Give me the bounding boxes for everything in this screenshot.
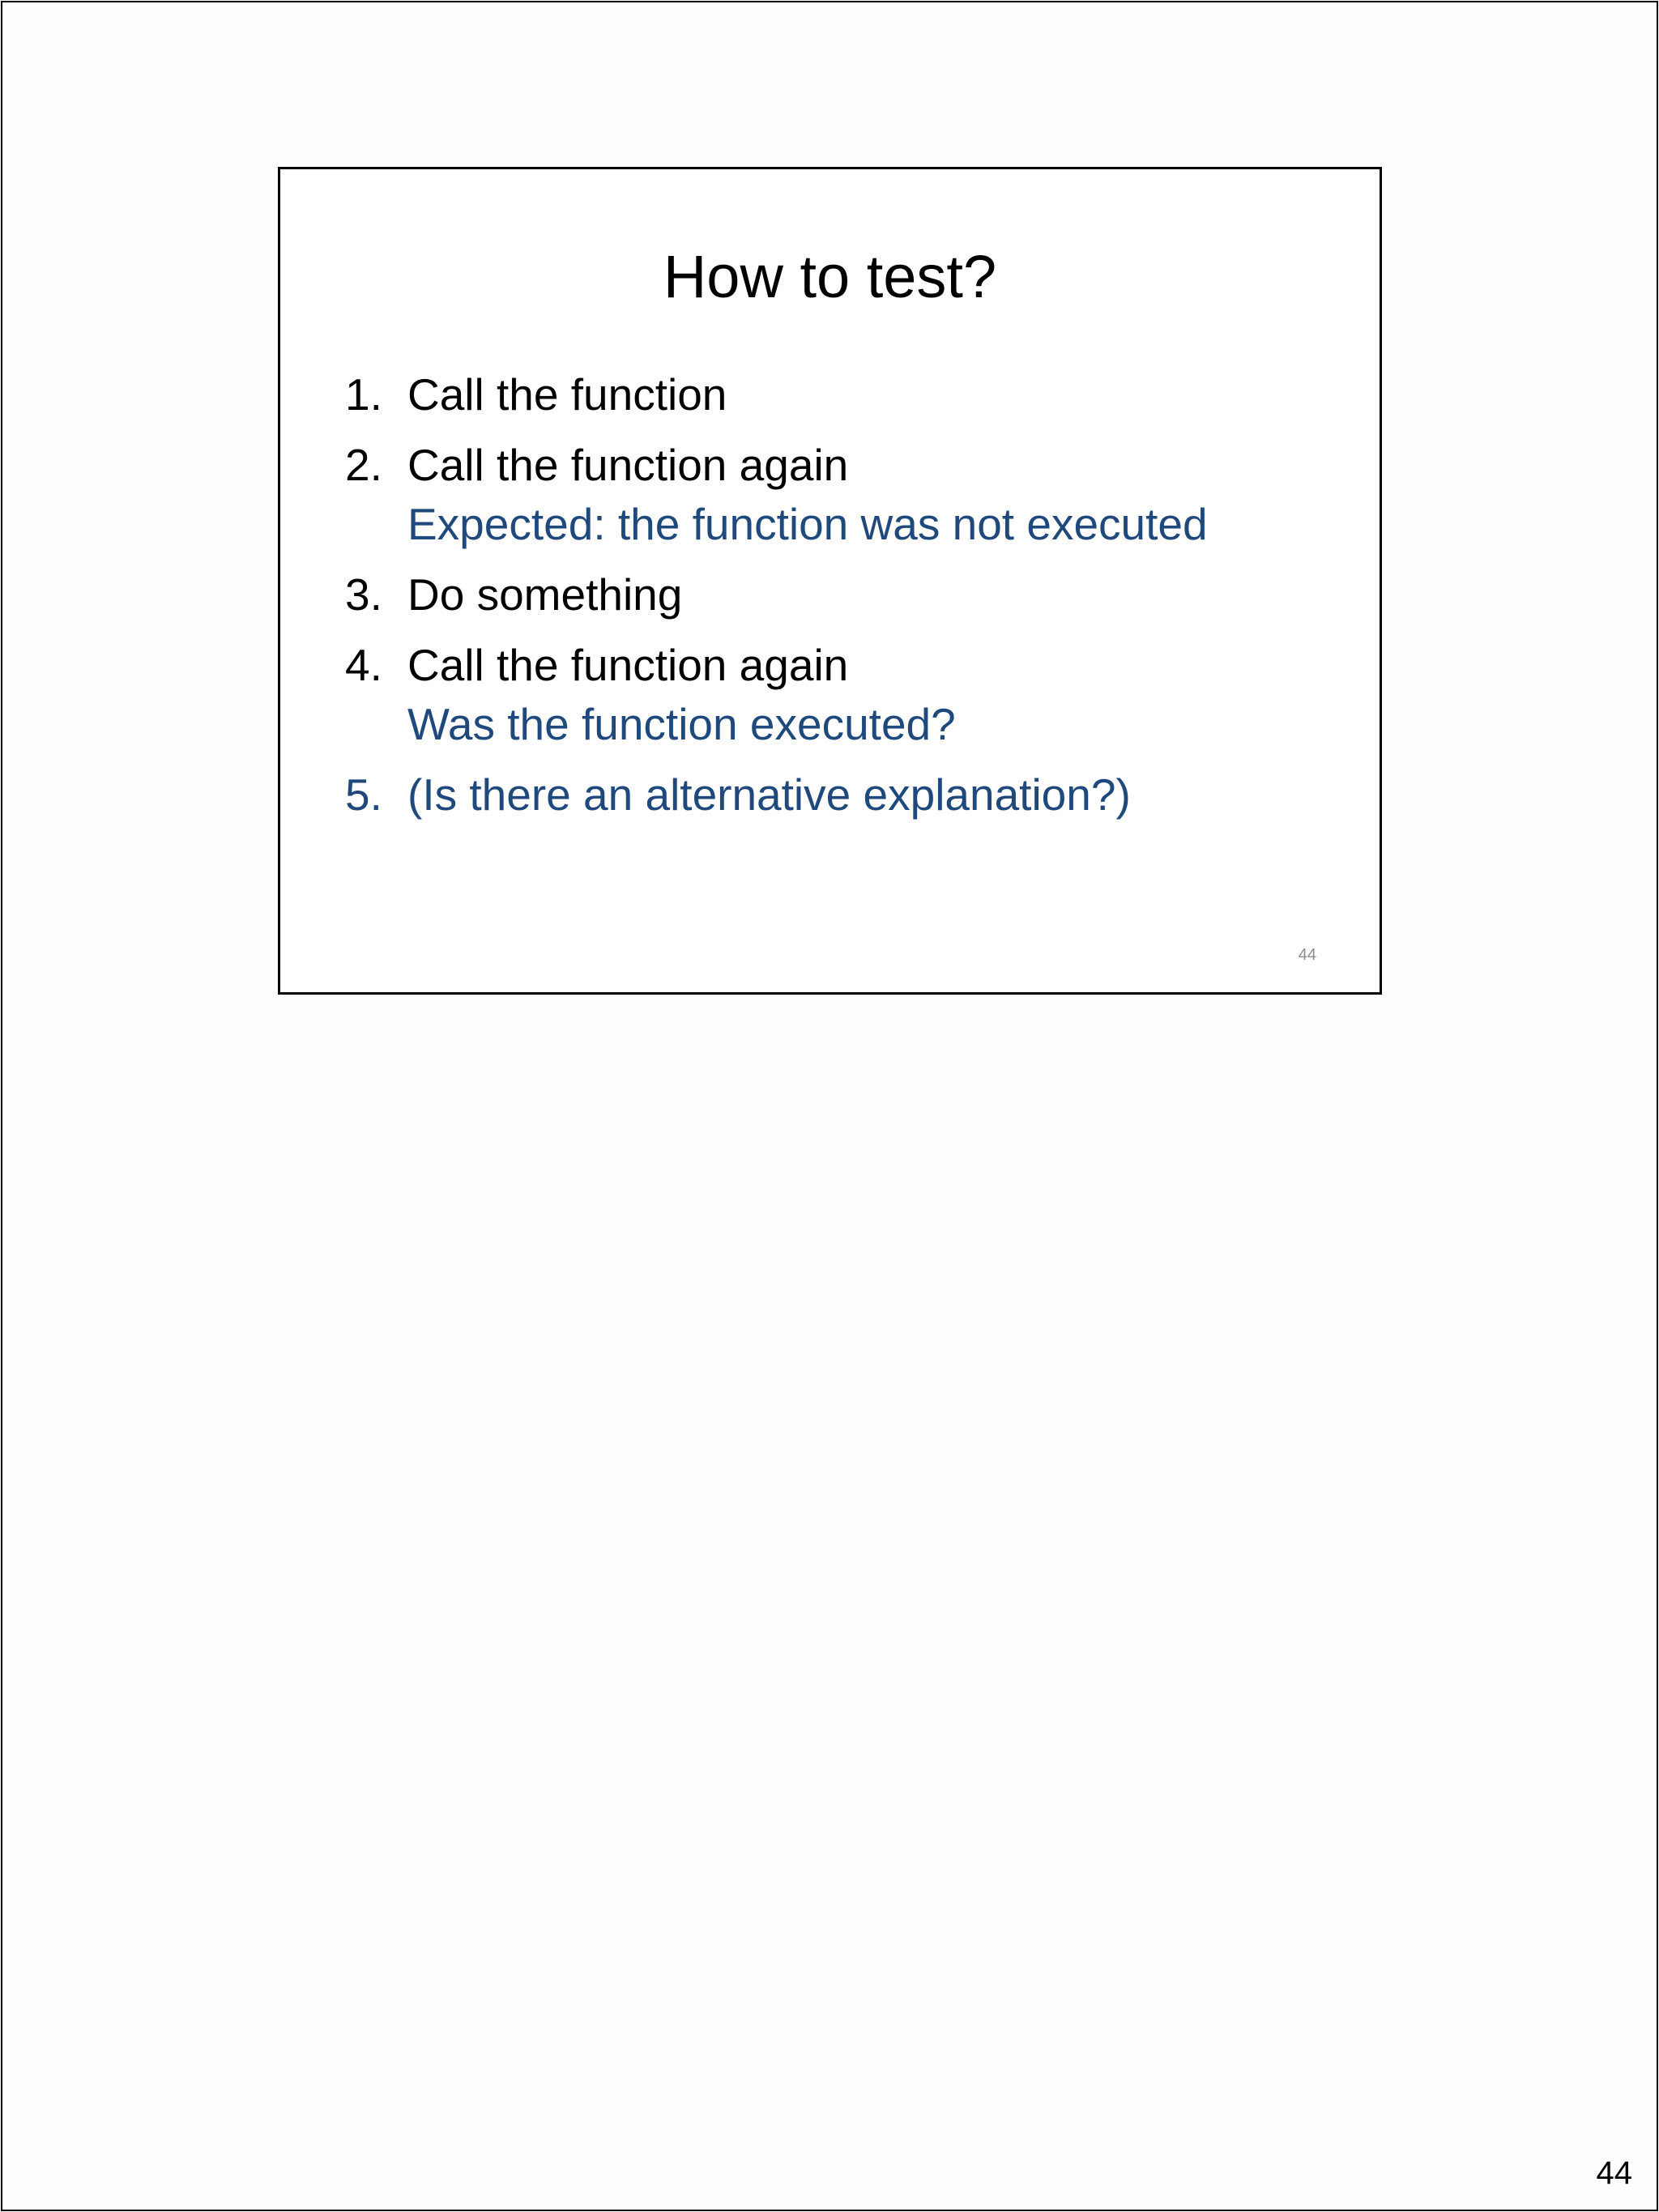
list-item-5: [345, 765, 1350, 825]
list-item-question-note: Was the function executed?: [407, 699, 956, 749]
list-item-number: 2.: [345, 440, 382, 490]
page-number: 44: [1596, 2155, 1632, 2191]
slide-panel: [278, 167, 1382, 995]
list-item-1: [345, 365, 1350, 424]
list-item-number: 5.: [345, 769, 382, 820]
list-item-number: 3.: [345, 569, 382, 620]
list-item-text: Call the function again: [407, 440, 849, 490]
slide-bullet-list: [345, 365, 1350, 836]
list-item-text: Call the function again: [407, 640, 849, 690]
list-item-text: Call the function: [407, 369, 727, 420]
slide-number: 44: [1298, 946, 1316, 964]
list-item-number: 1.: [345, 369, 382, 420]
page-frame: [1, 1, 1658, 2211]
slide-title: How to test?: [663, 243, 997, 310]
list-item-number: 4.: [345, 640, 382, 690]
list-item-4: [345, 636, 1350, 754]
list-item-text: (Is there an alternative explanation?): [407, 769, 1131, 820]
list-item-text: Do something: [407, 569, 683, 620]
list-item-expected-note: Expected: the function was not executed: [407, 499, 1208, 549]
list-item-2: [345, 436, 1350, 554]
list-item-3: [345, 565, 1350, 624]
